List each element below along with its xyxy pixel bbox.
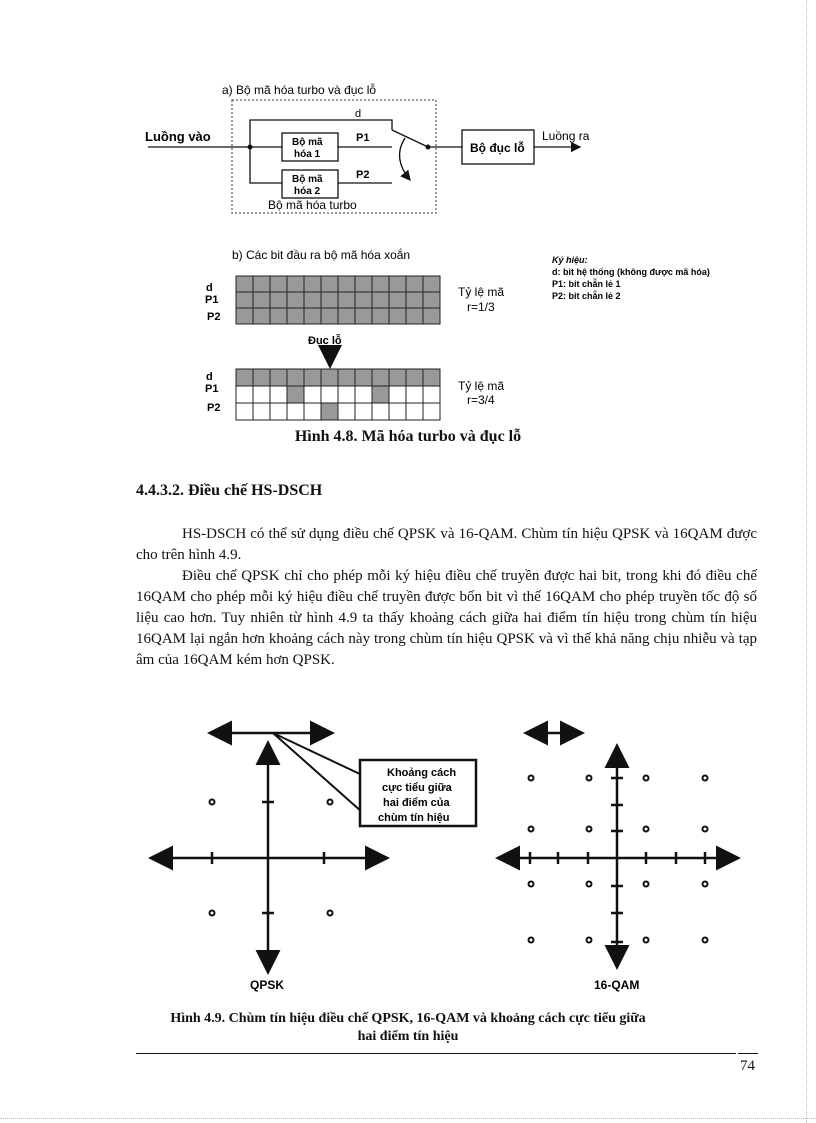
puncture-arrow-label: Đục lỗ — [308, 335, 342, 347]
figure-4-8-caption: Hình 4.8. Mã hóa turbo và đục lỗ — [294, 428, 522, 445]
bit-cell — [321, 308, 338, 324]
d-label: d — [355, 108, 362, 120]
callout-line2: cực tiểu giữa — [382, 782, 452, 794]
bit-cell — [236, 369, 253, 386]
encoder-2-line2: hóa 2 — [294, 186, 321, 197]
bit-cell — [321, 292, 338, 308]
bit-cell — [389, 292, 406, 308]
bit-cell — [355, 292, 372, 308]
legend-p2: P2: bit chẵn lẻ 2 — [552, 291, 621, 301]
paragraph-1: HS-DSCH có thể sử dụng điều chế QPSK và 16-QAM. Chùm tín hiệu QPSK và 16QAM được cho trên hình 4.9. — [136, 526, 757, 563]
qam-point — [703, 882, 708, 887]
footer-rule-right — [738, 1053, 758, 1054]
bit-cell — [287, 403, 304, 420]
bit-cell — [372, 403, 389, 420]
caption-line2: hai điểm tín hiệu — [357, 1029, 459, 1044]
bit-cell — [270, 403, 287, 420]
bit-cell — [355, 386, 372, 403]
row-p2-bottom: P2 — [207, 402, 221, 414]
bit-cell — [236, 308, 253, 324]
bit-grid-r34 — [236, 369, 440, 420]
bit-cell — [406, 403, 423, 420]
bit-cell — [423, 386, 440, 403]
callout-line1: Khoảng cách — [387, 767, 457, 779]
bit-cell — [270, 276, 287, 292]
qam-point — [587, 776, 592, 781]
bit-cell — [372, 276, 389, 292]
bit-cell — [253, 369, 270, 386]
puncturer-label: Bộ đục lỗ — [470, 141, 525, 155]
bit-cell — [338, 369, 355, 386]
bit-cell — [270, 308, 287, 324]
bit-cell — [253, 403, 270, 420]
qam-point — [644, 827, 649, 832]
encoder-2-line1: Bộ mã — [292, 174, 323, 185]
bit-cell — [321, 403, 338, 420]
figure-4-8-diagram — [0, 70, 816, 430]
bit-cell — [355, 276, 372, 292]
qam-point — [587, 938, 592, 943]
qam-point — [644, 776, 649, 781]
bit-cell — [338, 292, 355, 308]
row-d-top: d — [206, 282, 213, 294]
rate-top: r=1/3 — [467, 300, 495, 314]
section-body — [136, 524, 757, 671]
bit-cell — [287, 386, 304, 403]
bit-cell — [406, 386, 423, 403]
bit-cell — [270, 386, 287, 403]
bit-cell — [389, 308, 406, 324]
bit-cell — [270, 369, 287, 386]
p2-label: P2 — [356, 169, 370, 181]
row-d-bottom: d — [206, 371, 213, 383]
bit-cell — [287, 276, 304, 292]
page-edge-bottom — [0, 1118, 816, 1119]
paragraph-2: Điều chế QPSK chỉ cho phép mỗi ký hiệu điều chế truyền được hai bit, trong khi đó điều chế 16QAM cho phép mỗi ký hiệu điều chế truyền được bốn bit vì thế 16QAM cho phép truyền tốc độ số liệu cao hơn. Tuy nhiên từ hình 4.9 ta thấy khoảng cách giữa hai điểm tín hiệu trong chùm tín hiệu 16QAM lại ngắn hơn khoảng cách này trong chùm tín hiệu QPSK và vì thế khả năng chịu nhiễu và tạp âm của 16QAM kém hơn QPSK. — [136, 568, 757, 668]
bit-grid-r13 — [236, 276, 440, 324]
footer-rule — [136, 1053, 736, 1054]
bit-cell — [372, 386, 389, 403]
qam-point — [587, 827, 592, 832]
callout-line4: chùm tín hiệu — [378, 812, 450, 824]
rate-bottom: r=3/4 — [467, 393, 495, 407]
legend-p1: P1: bit chẵn lẻ 1 — [552, 279, 621, 289]
section-heading: 4.4.3.2. Điều chế HS-DSCH — [136, 482, 323, 499]
page-edge-right — [806, 0, 807, 1123]
qam-point — [703, 827, 708, 832]
bit-cell — [406, 308, 423, 324]
qam-point — [703, 938, 708, 943]
bit-cell — [338, 403, 355, 420]
bit-cell — [287, 308, 304, 324]
page-number: 74 — [740, 1058, 755, 1074]
part-a-title: a) Bộ mã hóa turbo và đục lỗ — [222, 83, 377, 97]
row-p2-top: P2 — [207, 311, 221, 323]
bit-cell — [304, 292, 321, 308]
bit-cell — [389, 386, 406, 403]
bit-cell — [321, 369, 338, 386]
legend-d: d: bit hệ thống (không được mã hóa) — [552, 267, 710, 277]
legend-title: Ký hiệu: — [552, 255, 588, 265]
bit-cell — [423, 308, 440, 324]
input-label: Luồng vào — [145, 129, 211, 144]
caption-line1: Hình 4.9. Chùm tín hiệu điều chế QPSK, 16-QAM và khoảng cách cực tiểu giữa — [170, 1011, 646, 1026]
part-b-title: b) Các bit đầu ra bộ mã hóa xoắn — [232, 248, 411, 262]
bit-cell — [304, 369, 321, 386]
bit-cell — [287, 292, 304, 308]
encoder-1-line1: Bộ mã — [292, 137, 323, 148]
bit-cell — [338, 276, 355, 292]
bit-cell — [355, 308, 372, 324]
qam-point — [529, 882, 534, 887]
qam-point — [529, 827, 534, 832]
bit-cell — [304, 386, 321, 403]
bit-cell — [355, 369, 372, 386]
figure-4-9-caption — [0, 1010, 816, 1046]
output-label: Luồng ra — [542, 129, 590, 143]
qam-label: 16-QAM — [594, 978, 640, 992]
p1-label: P1 — [356, 132, 370, 144]
bit-cell — [236, 403, 253, 420]
bit-cell — [389, 276, 406, 292]
bit-cell — [406, 369, 423, 386]
encoder-1-line2: hóa 1 — [294, 149, 321, 160]
figure-4-9-diagram — [0, 710, 816, 1010]
bit-cell — [253, 308, 270, 324]
bit-cell — [338, 386, 355, 403]
qam-point — [703, 776, 708, 781]
bit-cell — [372, 292, 389, 308]
bit-cell — [372, 369, 389, 386]
row-p1-bottom: P1 — [205, 383, 219, 395]
bit-cell — [321, 276, 338, 292]
qpsk-label: QPSK — [250, 978, 285, 992]
bit-cell — [253, 276, 270, 292]
bit-cell — [389, 369, 406, 386]
bit-cell — [372, 308, 389, 324]
bit-cell — [304, 276, 321, 292]
bit-cell — [423, 292, 440, 308]
bit-cell — [389, 403, 406, 420]
bit-cell — [304, 403, 321, 420]
bit-cell — [236, 276, 253, 292]
qam-point — [529, 776, 534, 781]
bit-cell — [321, 386, 338, 403]
turbo-label: Bộ mã hóa turbo — [268, 198, 357, 212]
bit-cell — [253, 292, 270, 308]
rate-label-top: Tỷ lệ mã — [458, 285, 505, 299]
callout-line3: hai điểm của — [383, 797, 450, 809]
qam-point — [529, 938, 534, 943]
bit-cell — [270, 292, 287, 308]
qam-point — [587, 882, 592, 887]
bit-cell — [406, 292, 423, 308]
bit-cell — [423, 369, 440, 386]
bit-cell — [236, 386, 253, 403]
bit-cell — [287, 369, 304, 386]
qam-point — [644, 882, 649, 887]
bit-cell — [423, 403, 440, 420]
rate-label-bottom: Tỷ lệ mã — [458, 379, 505, 393]
bit-cell — [355, 403, 372, 420]
bit-cell — [253, 386, 270, 403]
bit-cell — [304, 308, 321, 324]
bit-cell — [338, 308, 355, 324]
qam-point — [644, 938, 649, 943]
bit-cell — [423, 276, 440, 292]
row-p1-top: P1 — [205, 294, 219, 306]
bit-cell — [236, 292, 253, 308]
callout-pointer — [273, 733, 362, 812]
bit-cell — [406, 276, 423, 292]
